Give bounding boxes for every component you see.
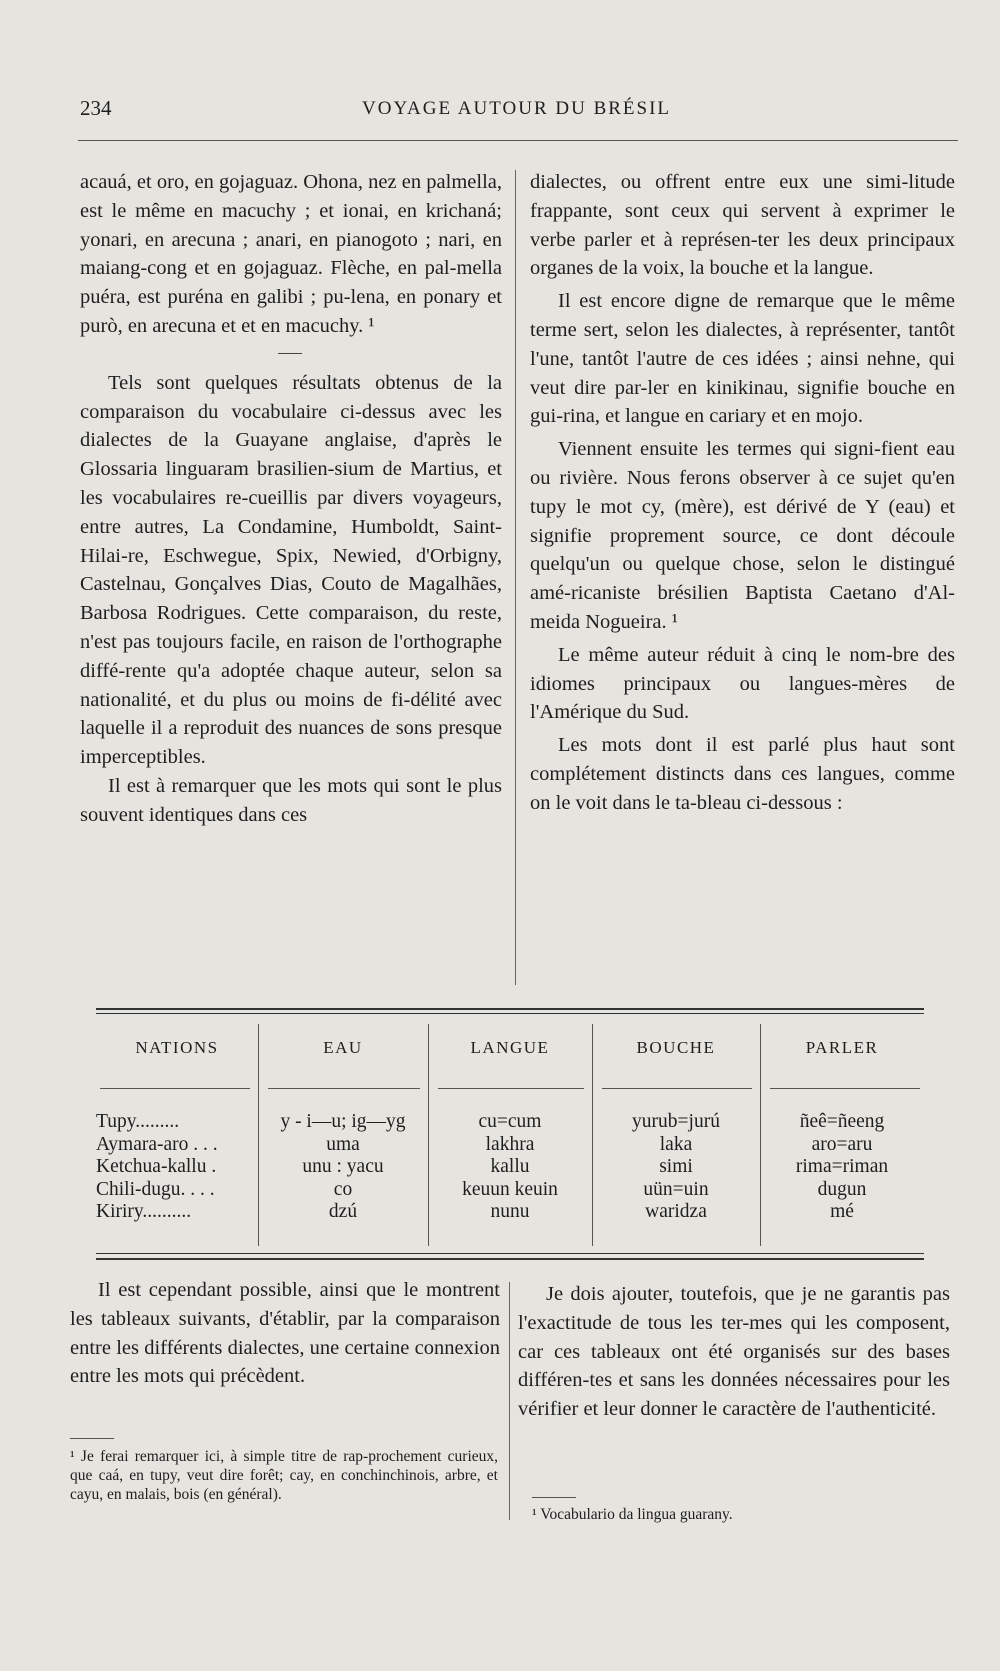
right-column xyxy=(530,168,955,818)
table-cell: nunu xyxy=(490,1201,530,1222)
table-rule xyxy=(96,1253,924,1254)
table-cell: mé xyxy=(830,1201,854,1222)
table-cell: aro=aru xyxy=(811,1133,873,1155)
footnote-rule xyxy=(70,1438,114,1439)
table-cell: waridza xyxy=(645,1201,707,1222)
header-langue: LANGUE xyxy=(470,1038,550,1057)
table-cell: keuun keuin xyxy=(462,1178,558,1200)
lower-right-column xyxy=(518,1280,950,1424)
column-divider xyxy=(515,170,516,985)
paragraph: Viennent ensuite les termes qui signi-fient eau ou rivière. Nous ferons observer à ce sujet qu'en tupy le mot cy, (mère), est dérivé de Y (eau) et signifie proprement source, ce dont découle quelqu'un ou quelque chose, selon le distingué amé-ricaniste brésilien Baptista Caetano d'Al-meida Nogueira. ¹ xyxy=(530,438,955,633)
table-cell: uma xyxy=(326,1133,360,1155)
bouche-column xyxy=(592,1111,760,1224)
table-rule xyxy=(96,1258,924,1260)
running-header xyxy=(80,96,960,126)
header-underline xyxy=(100,1088,250,1089)
paragraph: Il est cependant possible, ainsi que le montrent les tableaux suivants, d'établir, par la comparaison entre les différents dialectes, une certaine connexion entre les mots qui précèdent. xyxy=(70,1279,500,1388)
table-cell: rima=riman xyxy=(795,1156,889,1177)
header-eau: EAU xyxy=(323,1038,363,1057)
table-cell: unu : yacu xyxy=(302,1156,384,1177)
table-cell: Ketchua-kallu . xyxy=(96,1156,217,1177)
table-cell: uün=uin xyxy=(643,1178,709,1200)
table-cell: laka xyxy=(659,1133,693,1155)
paragraph: acauá, et oro, en gojaguaz. Ohona, nez en palmella, est le même en macuchy ; et ionai, en krichaná; yonari, en arecuna ; anari, en pianogoto ; nari, en maiang-cong et en gojaguaz. Flèche, en pal-mella puéra, est puréna en galibi ; pu-lena, en ponary et purò, en arecuna et et en macuchy. ¹ xyxy=(80,171,502,337)
table-cell: Kiriry.......... xyxy=(96,1201,192,1222)
eau-column xyxy=(258,1111,428,1224)
header-underline xyxy=(438,1088,584,1089)
table-cell: Chili-dugu. . . . xyxy=(96,1178,215,1200)
table-cell: co xyxy=(333,1178,353,1200)
paragraph: Il est à remarquer que les mots qui sont le plus souvent identiques dans ces xyxy=(80,774,502,826)
table-cell: simi xyxy=(659,1156,693,1177)
header-parler: PARLER xyxy=(805,1038,879,1057)
table-cell: dugun xyxy=(817,1178,867,1200)
header-underline xyxy=(602,1088,752,1089)
table-cell: Tupy......... xyxy=(96,1111,180,1132)
header-underline xyxy=(770,1088,920,1089)
header-bouche: BOUCHE xyxy=(636,1038,716,1057)
table-cell: yurub=jurú xyxy=(632,1111,720,1132)
table-cell: kallu xyxy=(490,1156,530,1177)
table-cell: cu=cum xyxy=(478,1111,542,1132)
footnote-rule xyxy=(532,1497,576,1498)
footnote-right: ¹ Vocabulario da lingua guarany. xyxy=(532,1506,733,1523)
table-rule xyxy=(96,1013,924,1014)
nations-column xyxy=(96,1111,256,1224)
table-cell: Aymara-aro . . . xyxy=(96,1133,218,1155)
paragraph: Je dois ajouter, toutefois, que je ne garantis pas l'exactitude de tous les ter-mes qui les composent, car ces tableaux ont été organisés sur des bases différen-tes et sans les données nécessaires pour les vérifier et leur donner le caractère de l'authenticité. xyxy=(518,1283,950,1421)
table-cell: ñeê=ñeeng xyxy=(799,1111,885,1132)
footnote-left: ¹ Je ferai remarquer ici, à simple titre de rap-prochement curieux, que caá, en tupy, veut dire forêt; cay, en conchinchinois, arbre, et cayu, en malais, bois (en général). xyxy=(70,1448,498,1503)
left-column xyxy=(80,168,502,830)
lower-left-column xyxy=(70,1276,500,1391)
table-cell: y - i—u; ig—yg xyxy=(280,1111,406,1132)
langue-column xyxy=(428,1111,592,1224)
header-rule xyxy=(78,140,958,141)
page-number: 234 xyxy=(80,96,112,120)
column-divider xyxy=(509,1282,510,1520)
parler-column xyxy=(760,1111,924,1224)
paragraph: Tels sont quelques résultats obtenus de la comparaison du vocabulaire ci-dessus avec les dialectes de la Guayane anglaise, d'après le Glossaria linguaram brasilien-sium de Martius, et les vocabulaires re-cueillis par divers voyageurs, entre autres, La Condamine, Humboldt, Saint-Hilai-re, Eschwegue, Spix, Newied, d'Orbigny, Castelnau, Gonçalves Dias, Couto de Magalhães, Barbosa Rodrigues. Cette comparaison, du reste, n'est pas toujours facile, en raison de l'orthographe diffé-rente qu'a adoptée chaque auteur, selon sa nationalité, et du plus ou moins de fi-délité avec laquelle il a reproduit des nuances de sons presque imperceptibles. xyxy=(80,371,502,769)
header-nations: NATIONS xyxy=(135,1038,219,1057)
header-underline xyxy=(268,1088,420,1089)
paragraph: Il est encore digne de remarque que le même terme sert, selon les dialectes, à représenter, tantôt l'une, tantôt l'autre de ces idées ; ainsi nehne, qui veut dire par-ler en kinikinau, signifie bouche en gui-rina, et langue en cariary et en mojo. xyxy=(530,290,955,428)
vocabulary-table xyxy=(96,1008,924,1263)
running-title: VOYAGE AUTOUR DU BRÉSIL xyxy=(362,98,672,119)
paragraph: dialectes, ou offrent entre eux une simi-litude frappante, sont ceux qui servent à exprimer le verbe parler et à représen-ter les deux principaux organes de la voix, la bouche et la langue. xyxy=(530,171,955,280)
table-rule xyxy=(96,1008,924,1010)
table-cell: lakhra xyxy=(485,1133,535,1155)
table-cell: dzú xyxy=(328,1201,358,1222)
paragraph: Le même auteur réduit à cinq le nom-bre des idiomes principaux ou langues-mères de l'Amérique du Sud. xyxy=(530,643,955,724)
section-separator xyxy=(80,347,502,361)
paragraph: Les mots dont il est parlé plus haut sont complétement distincts dans ces langues, comme on le voit dans le ta-bleau ci-dessous : xyxy=(530,734,955,814)
